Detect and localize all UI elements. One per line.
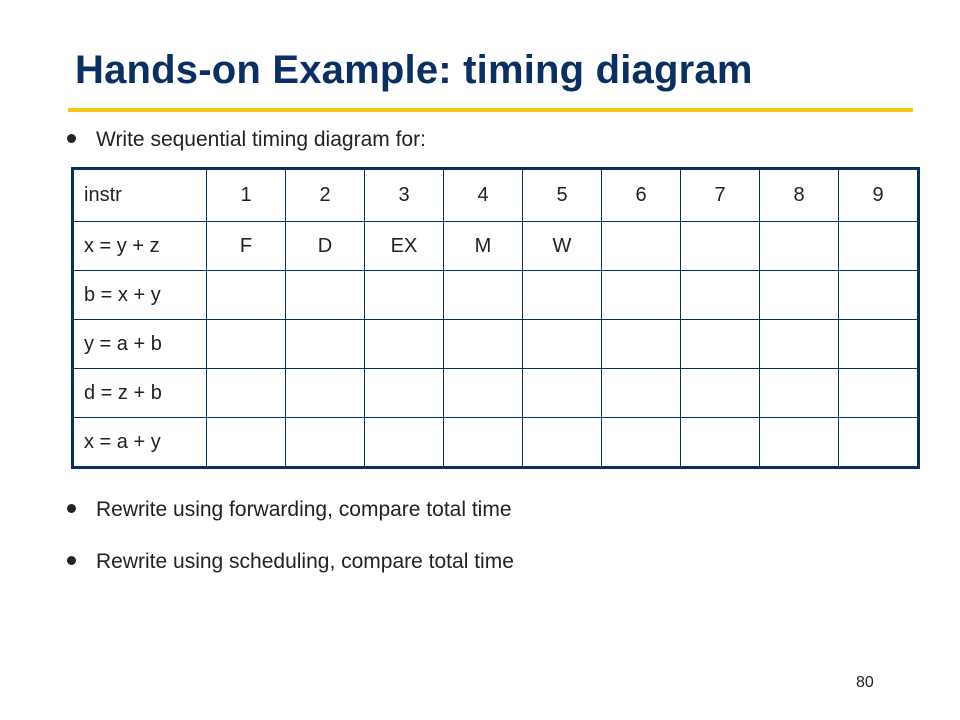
bullet-item bbox=[67, 550, 514, 574]
stage-cell bbox=[286, 369, 365, 418]
stage-cell bbox=[839, 271, 919, 320]
instr-cell: x = a + y bbox=[73, 418, 207, 468]
stage-cell bbox=[444, 271, 523, 320]
table-row bbox=[73, 320, 919, 369]
header-cell: 1 bbox=[207, 169, 286, 222]
stage-cell bbox=[365, 369, 444, 418]
header-cell: 7 bbox=[681, 169, 760, 222]
stage-cell bbox=[839, 418, 919, 468]
stage-cell bbox=[681, 271, 760, 320]
stage-cell: EX bbox=[365, 222, 444, 271]
bullet-dot-icon bbox=[67, 504, 76, 513]
stage-cell bbox=[681, 320, 760, 369]
table-row bbox=[73, 222, 919, 271]
header-cell: 8 bbox=[760, 169, 839, 222]
stage-cell bbox=[839, 222, 919, 271]
stage-cell: W bbox=[523, 222, 602, 271]
stage-cell bbox=[207, 320, 286, 369]
stage-cell bbox=[207, 418, 286, 468]
page-number: 80 bbox=[856, 674, 874, 691]
bullet-item bbox=[67, 128, 426, 152]
instr-cell: b = x + y bbox=[73, 271, 207, 320]
header-cell: 9 bbox=[839, 169, 919, 222]
stage-cell bbox=[207, 271, 286, 320]
instr-cell: y = a + b bbox=[73, 320, 207, 369]
bullet-text: Rewrite using scheduling, compare total time bbox=[96, 550, 514, 573]
stage-cell bbox=[760, 418, 839, 468]
stage-cell bbox=[760, 320, 839, 369]
stage-cell bbox=[207, 369, 286, 418]
header-cell: 6 bbox=[602, 169, 681, 222]
table-row bbox=[73, 369, 919, 418]
stage-cell bbox=[444, 320, 523, 369]
header-cell: 5 bbox=[523, 169, 602, 222]
stage-cell bbox=[681, 418, 760, 468]
stage-cell bbox=[523, 271, 602, 320]
stage-cell bbox=[602, 418, 681, 468]
bullet-dot-icon bbox=[67, 556, 76, 565]
bullet-item bbox=[67, 498, 512, 522]
header-cell: instr bbox=[73, 169, 207, 222]
stage-cell bbox=[602, 369, 681, 418]
stage-cell bbox=[444, 418, 523, 468]
stage-cell bbox=[286, 320, 365, 369]
bullet-dot-icon bbox=[67, 134, 76, 143]
stage-cell bbox=[760, 369, 839, 418]
stage-cell: D bbox=[286, 222, 365, 271]
stage-cell bbox=[602, 271, 681, 320]
stage-cell bbox=[365, 271, 444, 320]
timing-table bbox=[71, 167, 920, 469]
stage-cell bbox=[760, 222, 839, 271]
stage-cell bbox=[444, 369, 523, 418]
table-row bbox=[73, 271, 919, 320]
stage-cell bbox=[760, 271, 839, 320]
table-header-row bbox=[73, 169, 919, 222]
header-cell: 3 bbox=[365, 169, 444, 222]
bullet-text: Write sequential timing diagram for: bbox=[96, 128, 426, 151]
stage-cell bbox=[523, 369, 602, 418]
slide-title: Hands-on Example: timing diagram bbox=[75, 48, 753, 92]
stage-cell bbox=[286, 271, 365, 320]
stage-cell bbox=[602, 320, 681, 369]
title-underline bbox=[68, 108, 913, 112]
stage-cell bbox=[365, 418, 444, 468]
stage-cell bbox=[839, 369, 919, 418]
instr-cell: d = z + b bbox=[73, 369, 207, 418]
stage-cell: M bbox=[444, 222, 523, 271]
bullet-text: Rewrite using forwarding, compare total time bbox=[96, 498, 512, 521]
instr-cell: x = y + z bbox=[73, 222, 207, 271]
header-cell: 4 bbox=[444, 169, 523, 222]
stage-cell bbox=[681, 369, 760, 418]
stage-cell bbox=[839, 320, 919, 369]
stage-cell bbox=[523, 320, 602, 369]
stage-cell bbox=[286, 418, 365, 468]
stage-cell bbox=[602, 222, 681, 271]
stage-cell: F bbox=[207, 222, 286, 271]
header-cell: 2 bbox=[286, 169, 365, 222]
stage-cell bbox=[523, 418, 602, 468]
stage-cell bbox=[365, 320, 444, 369]
stage-cell bbox=[681, 222, 760, 271]
table-row bbox=[73, 418, 919, 468]
